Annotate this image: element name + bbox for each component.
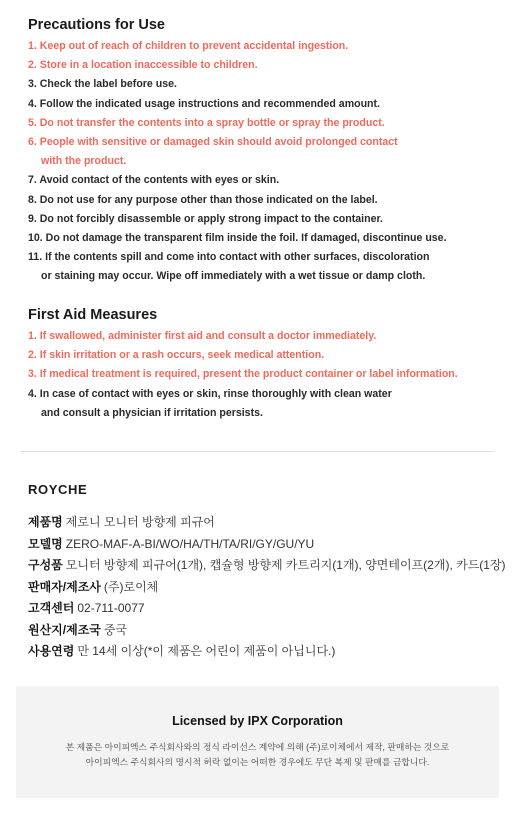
spec-row [28,577,506,599]
first-aid-title: First Aid Measures [28,307,158,323]
first-aid-list [28,327,499,423]
list-item-continuation: or staining may occur. Wipe off immediately with a wet tissue or damp cloth. [41,270,426,283]
list-item [28,56,499,75]
spec-row [28,512,506,534]
spec-row [28,641,506,663]
list-item-text: 5. Do not transfer the contents into a spray bottle or spray the product. [28,116,385,129]
list-item-text: 7. Avoid contact of the contents with eyes or skin. [28,174,280,187]
precautions-list [28,37,499,287]
list-item-text: 1. If swallowed, administer first aid and consult a doctor immediately. [28,330,377,342]
list-item-text: 11. If the contents spill and come into contact with other surfaces, discoloration [28,251,430,264]
spec-value: ZERO-MAF-A-BI/WO/HA/TH/TA/RI/GY/GU/YU [65,536,315,551]
list-item-continuation: with the product. [41,155,127,168]
list-item-text: 9. Do not forcibly disassemble or apply strong impact to the container. [28,212,383,225]
license-line-1: 본 제품은 아이피엑스 주식회사와의 정식 라이선스 계약에 의해 (주)로이체에서 제작, 판매하는 것으로 [65,742,450,752]
spec-value: 만 14세 이상(*이 제품은 어린이 제품이 아닙니다.) [77,644,336,658]
svg-text:ROYCHE: ROYCHE [28,482,88,496]
spec-key: 제품명 [28,515,63,529]
precautions-section [28,17,499,287]
list-item-text: 2. If skin irritation or a rash occurs, seek medical attention. [28,349,325,362]
section-divider [20,451,494,452]
spec-row [28,555,506,577]
list-item-continuation: and consult a physician if irritation persists. [41,406,263,419]
spec-row [28,534,506,556]
list-item [28,385,499,423]
list-item [28,37,499,56]
spec-row [28,620,506,642]
list-item [28,171,499,190]
precautions-title: Precautions for Use [28,17,165,33]
list-item [28,191,499,210]
spec-value: 모니터 방향제 피규어(1개), 캡슐형 방향제 카트리지(1개), 양면테이프(2개), 카드(1장) [65,558,506,572]
list-item-text: 2. Store in a location inaccessible to children. [28,59,258,72]
list-item [28,365,499,384]
spec-value: 중국 [103,622,128,637]
list-item [28,210,499,229]
first-aid-section [28,307,499,423]
list-item [28,75,499,94]
list-item [28,327,499,346]
spec-key: 고객센터 [28,601,75,615]
list-item [28,229,499,248]
spec-value: 제로니 모니터 방향제 피규어 [65,515,215,529]
royche-logo [28,482,88,496]
spec-value: (주)로이체 [103,579,159,594]
list-item-text: 4. Follow the indicated usage instructions and recommended amount. [28,97,380,110]
license-body [16,740,499,770]
list-item [28,114,499,133]
list-item [28,346,499,365]
license-box [16,686,499,798]
list-item [28,133,499,171]
list-item-text: 6. People with sensitive or damaged skin should avoid prolonged contact [28,136,398,149]
list-item-text: 1. Keep out of reach of children to prevent accidental ingestion. [28,40,349,52]
list-item-text: 8. Do not use for any purpose other than those indicated on the label. [28,193,378,206]
spec-key: 사용연령 [28,644,75,658]
spec-value: 02-711-0077 [77,601,145,615]
spec-key: 모델명 [28,536,63,551]
product-spec-list [28,512,506,663]
list-item-text: 4. In case of contact with eyes or skin, rinse thoroughly with clean water [28,387,392,400]
spec-row [28,598,506,620]
spec-key: 판매자/제조사 [28,579,101,594]
list-item-text: 10. Do not damage the transparent film inside the foil. If damaged, discontinue use. [28,232,447,245]
list-item [28,248,499,286]
spec-key: 구성품 [28,558,63,572]
license-line-2: 아이피엑스 주식회사의 명시적 허락 없이는 어떠한 경우에도 무단 복제 및 판매를 금합니다. [85,757,430,767]
license-title: Licensed by IPX Corporation [172,714,343,728]
spec-key: 원산지/제조국 [28,622,101,637]
list-item-text: 3. Check the label before use. [28,78,177,91]
list-item [28,95,499,114]
list-item-text: 3. If medical treatment is required, present the product container or label information. [28,368,458,381]
